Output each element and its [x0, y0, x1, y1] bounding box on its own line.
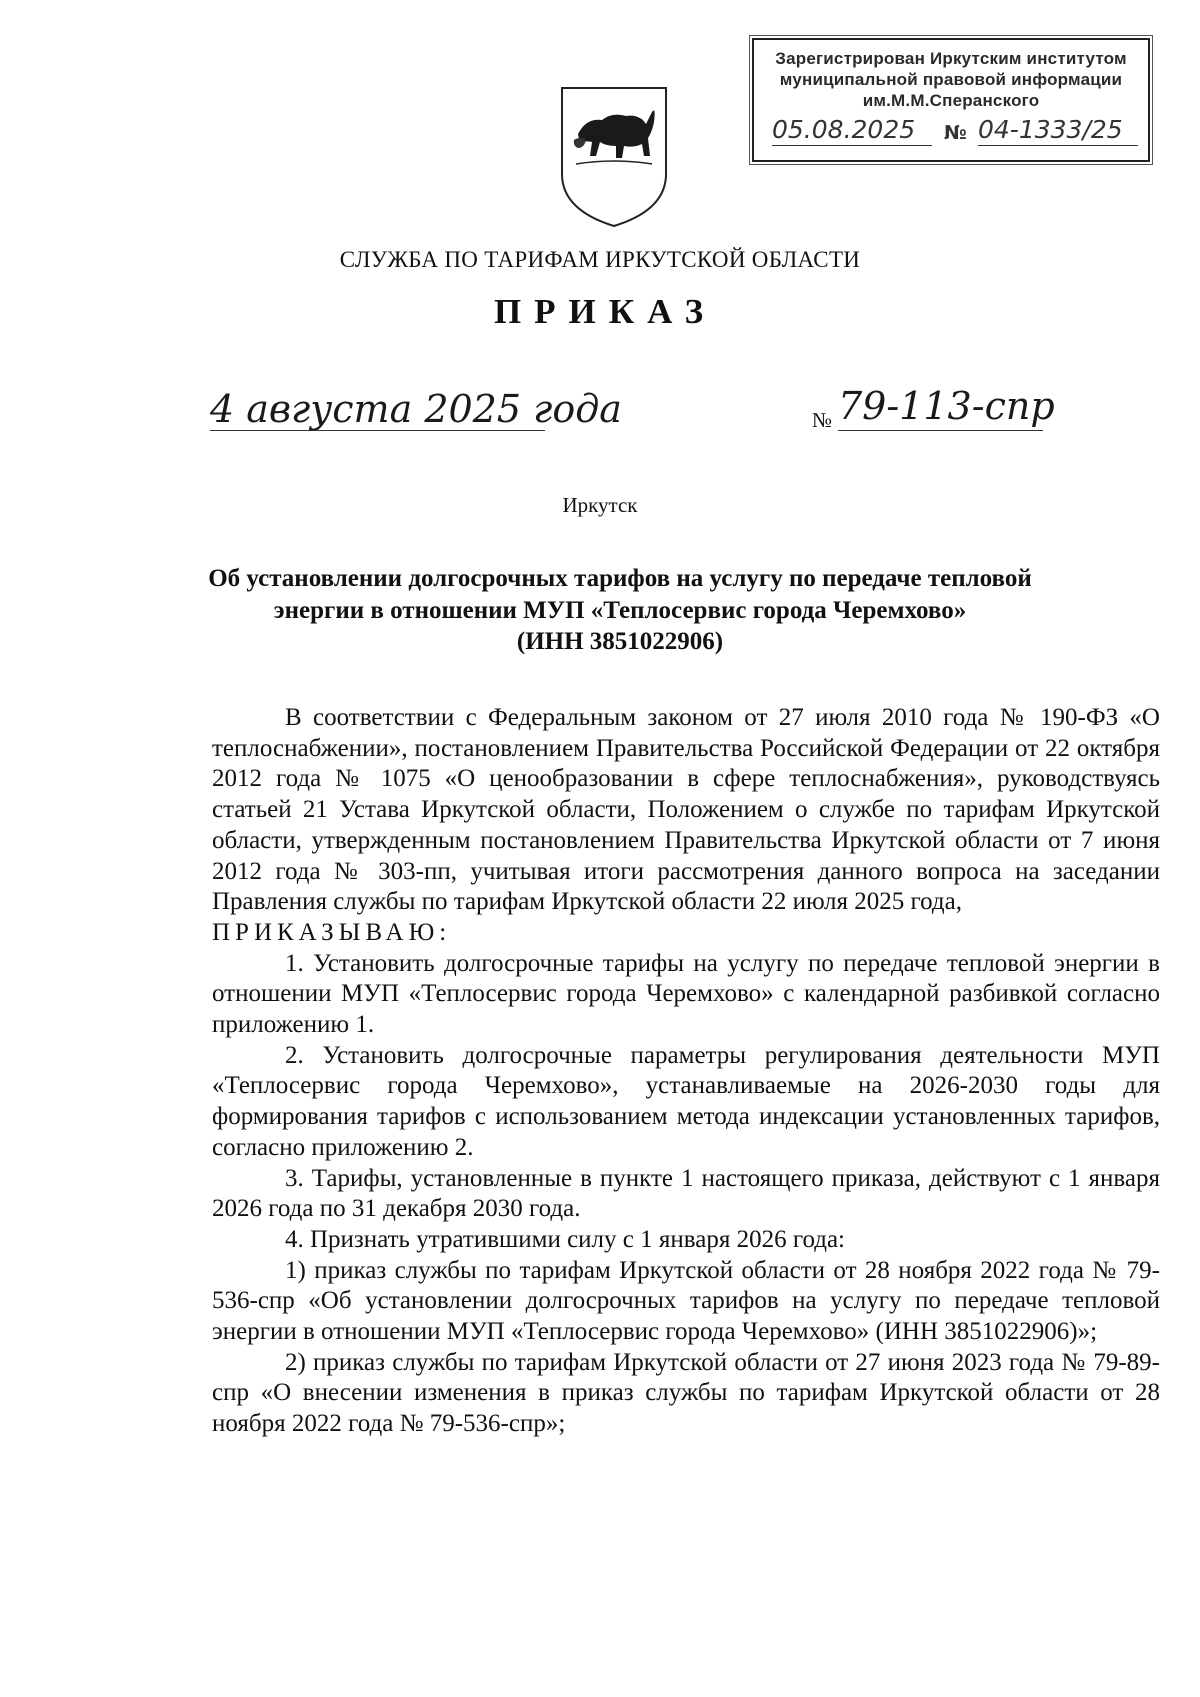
- item-4-paragraph: 4. Признать утратившими силу с 1 января 2026 года:: [285, 1225, 845, 1253]
- stamp-line-2: муниципальной правовой информации: [779, 70, 1123, 89]
- handwritten-order-number: 79-113-спр: [838, 384, 1055, 428]
- subject-line-2: энергии в отношении МУП «Теплосервис города Черемхово»: [273, 596, 967, 624]
- stamp-registration-row: [764, 114, 1138, 148]
- order-number-underline: [838, 430, 1043, 431]
- stamp-line-1: Зарегистрирован Иркутским институтом: [775, 49, 1127, 68]
- document-body: [212, 703, 1160, 1440]
- preamble-paragraph: В соответствии с Федеральным законом от 27 июля 2010 года № 190-ФЗ «О теплоснабжении», постановлением Правительства Российской Федерации от 22 октября 2012 года № 1075 «О ценообразовании в сфере теплоснабжения», руководствуясь статьей 21 Устава Иркутской области, Положением о службе по тарифам Иркутской области, утвержденным постановлением Правительства Иркутской области от 7 июня 2012 года № 303-пп, учитывая итоги рассмотрения данного вопроса на заседании Правления службы по тарифам Иркутской области 22 июля 2025 года,: [212, 704, 1160, 916]
- registration-stamp: [752, 38, 1150, 162]
- document-subject: [180, 563, 1060, 658]
- item-1-paragraph: 1. Установить долгосрочные тарифы на услугу по передаче тепловой энергии в отношении МУП «Теплосервис города Черемхово» с календарной разбивкой согласно приложению 1.: [212, 949, 1160, 1039]
- city-name: Иркутск: [562, 493, 638, 517]
- item-3-paragraph: 3. Тарифы, установленные в пункте 1 настоящего приказа, действуют с 1 января 2026 года по 31 декабря 2030 года.: [212, 1164, 1160, 1223]
- coat-of-arms-icon: [556, 82, 672, 230]
- stamp-reg-date: 05.08.2025: [772, 115, 932, 146]
- stamp-line-3: им.М.М.Сперанского: [862, 91, 1040, 110]
- subject-line-3: (ИНН 3851022906): [516, 628, 724, 655]
- stamp-num-label: №: [944, 122, 967, 144]
- item-4-2-paragraph: 2) приказ службы по тарифам Иркутской области от 27 июня 2023 года № 79-89-спр «О внесении изменения в приказ службы по тарифам Иркутской области от 28 ноября 2022 года № 79-536-спр»;: [212, 1348, 1160, 1438]
- subject-line-1: Об установлении долгосрочных тарифов на услугу по передаче тепловой: [208, 565, 1032, 592]
- handwritten-date: 4 августа 2025 года: [210, 387, 622, 431]
- item-2-paragraph: 2. Установить долгосрочные параметры регулирования деятельности МУП «Теплосервис города Черемхово», устанавливаемые на 2026-2030 годы для формирования тарифов с использованием метода индексации установленных тарифов, согласно приложению 2.: [212, 1041, 1160, 1161]
- order-directive: ПРИКАЗЫВАЮ:: [212, 918, 452, 946]
- item-4-1-paragraph: 1) приказ службы по тарифам Иркутской области от 28 ноября 2022 года № 79-536-спр «Об установлении долгосрочных тарифов на услугу по передаче тепловой энергии в отношении МУП «Теплосервис города Черемхово» (ИНН 3851022906)»;: [212, 1256, 1160, 1346]
- order-number-label: №: [812, 408, 833, 432]
- stamp-reg-number: 04-1333/25: [978, 115, 1138, 146]
- agency-name: СЛУЖБА ПО ТАРИФАМ ИРКУТСКОЙ ОБЛАСТИ: [339, 247, 861, 272]
- document-title: ПРИКАЗ: [493, 292, 717, 331]
